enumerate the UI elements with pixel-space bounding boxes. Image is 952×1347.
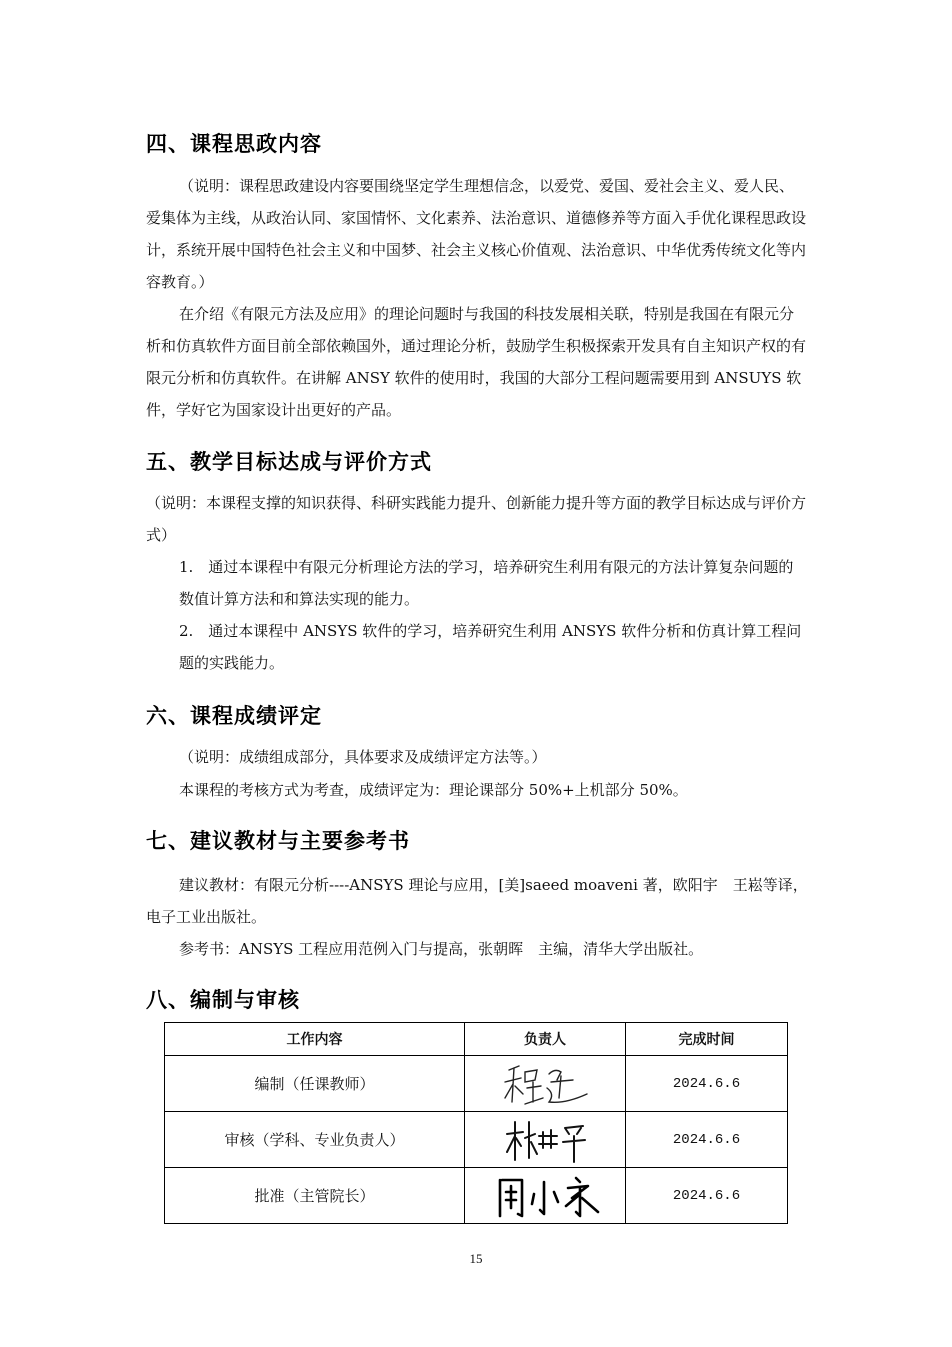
header-person: 负责人 (465, 1023, 626, 1056)
signature-image (480, 1170, 610, 1222)
table-row (165, 1112, 788, 1168)
task-cell: 批准（主管院长） (165, 1168, 465, 1224)
signature-cell (465, 1168, 626, 1224)
section-6-note: （说明：成绩组成部分，具体要求及成绩评定方法等。） (179, 748, 547, 766)
section-6-title: 六、课程成绩评定 (146, 704, 322, 728)
section-5-item-2: 2. 通过本课程中 ANSYS 软件的学习，培养研究生利用 ANSYS 软件分析和仿真计算工程问题的实践能力。 (179, 622, 802, 672)
table-row (165, 1168, 788, 1224)
date-cell: 2024.6.6 (626, 1056, 788, 1112)
table-row (165, 1056, 788, 1112)
task-cell: 审核（学科、专业负责人） (165, 1112, 465, 1168)
section-7-textbook: 建议教材：有限元分析----ANSYS 理论与应用，[美]saeed moaveni 著，欧阳宇 王崧等译，电子工业出版社。 (146, 876, 808, 926)
section-5-item-1: 1. 通过本课程中有限元分析理论方法的学习，培养研究生利用有限元的方法计算复杂问题的数值计算方法和和算法实现的能力。 (179, 558, 794, 608)
signature-cell (465, 1056, 626, 1112)
page-number: 15 (469, 1251, 483, 1266)
table-header-row (165, 1023, 788, 1056)
review-table (164, 1022, 788, 1224)
section-5-title: 五、教学目标达成与评价方式 (146, 450, 432, 474)
section-5-note: （说明：本课程支撑的知识获得、科研实践能力提升、创新能力提升等方面的教学目标达成与评价方式） (146, 494, 807, 544)
date-cell: 2024.6.6 (626, 1112, 788, 1168)
signature-image (485, 1114, 605, 1166)
header-task: 工作内容 (165, 1023, 465, 1056)
signature-image (485, 1058, 605, 1110)
section-4-title: 四、课程思政内容 (146, 132, 322, 156)
section-7-title: 七、建议教材与主要参考书 (146, 829, 410, 853)
date-cell: 2024.6.6 (626, 1168, 788, 1224)
section-4-note: （说明：课程思政建设内容要围绕坚定学生理想信念，以爱党、爱国、爱社会主义、爱人民、爱集体为主线，从政治认同、家国情怀、文化素养、法治意识、道德修养等方面入手优化课程思政设计，系统开展中国特色社会主义和中国梦、社会主义核心价值观、法治意识、中华优秀传统文化等内容教育。） (146, 177, 807, 291)
section-8-title: 八、编制与审核 (146, 988, 300, 1012)
task-cell: 编制（任课教师） (165, 1056, 465, 1112)
section-6-body: 本课程的考核方式为考查，成绩评定为：理论课部分 50%+上机部分 50%。 (179, 781, 688, 799)
signature-cell (465, 1112, 626, 1168)
section-7-reference: 参考书：ANSYS 工程应用范例入门与提高，张朝晖 主编，清华大学出版社。 (179, 940, 704, 958)
header-date: 完成时间 (626, 1023, 788, 1056)
section-4-body: 在介绍《有限元方法及应用》的理论问题时与我国的科技发展相关联，特别是我国在有限元分析和仿真软件方面目前全部依赖国外，通过理论分析，鼓励学生积极探索开发具有自主知识产权的有限元分析和仿真软件。在讲解 ANSY 软件的使用时，我国的大部分工程问题需要用到 ANSUYS 软件，学好它为国家设计出更好的产品。 (146, 305, 807, 419)
